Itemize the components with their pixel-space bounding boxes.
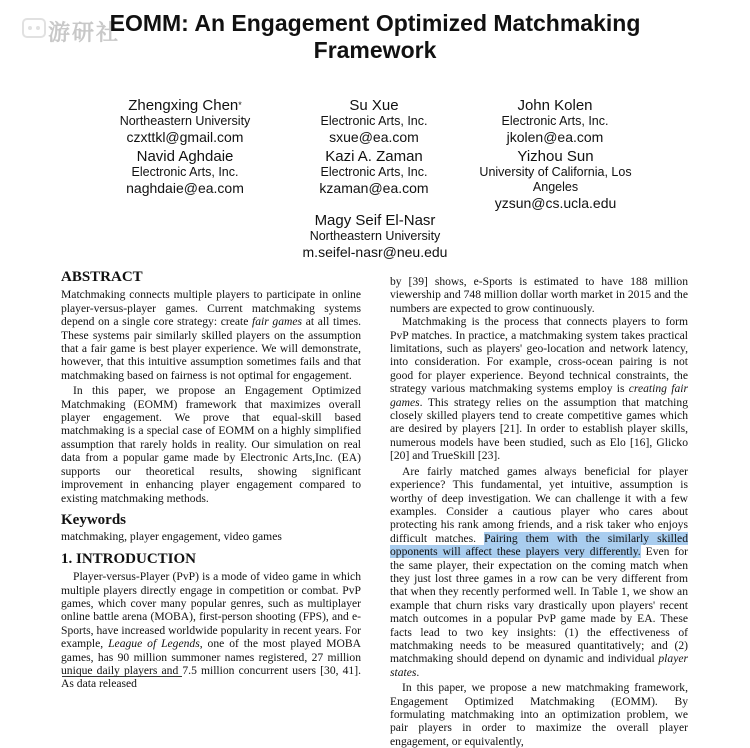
author-name: Kazi A. Zaman bbox=[325, 148, 423, 165]
abstract-paragraph-1: Matchmaking connects multiple players to participate in online player-versus-player games. Current matchmaking systems depend on a single core strategy: create fair games at all times. These systems pair similarly skilled players on the assumption that a fair game is best player experience. We will demonstrate, however, that this intuitive assumption sometimes fails and that matchmaking based on fairness is not optimal for engagement. bbox=[61, 288, 361, 382]
author-name: Yizhou Sun bbox=[517, 148, 594, 165]
author-footnote-mark: * bbox=[238, 100, 242, 110]
highlighted-text[interactable]: Pairing them with the similarly skilled opponents will affect these players very differently. bbox=[390, 531, 688, 559]
author-block-5 bbox=[284, 148, 464, 196]
left-column bbox=[61, 271, 361, 691]
right-paragraph-3: In this paper, we propose a new matchmaking framework, Engagement Optimized Matchmaking (EOMM). By formulating matchmaking into an optimization problem, we pair players in order to maximize the overall player engagement, or equivalently, bbox=[390, 681, 688, 748]
right-paragraph-2: Are fairly matched games always beneficial for player experience? This fundamental, yet intuitive, assumption is worthy of deep investigation. We can challenge it with a few examples. Consider a cautious player who cares about protecting his rank among friends, and a risk taker who enjoys difficult matches. Pairing them with the similarly skilled opponents will affect these players very differently. Even for the same player, their expectation on the coming match when they just lost three games in a row can be very different from that when they recently performed well. In Table 1, we show an example that churn risks vary drastically upon players' recent match outcomes in a popular PvP game made by EA. These facts lead to two key insights: (1) the effectiveness of matchmaking needs to be measured quantitatively; and (2) matchmaking should depend on dynamic and individual player states. bbox=[390, 464, 689, 679]
author-block-4 bbox=[95, 148, 275, 196]
abstract-heading: ABSTRACT bbox=[61, 269, 143, 285]
author-affiliation: Northeastern University bbox=[119, 114, 251, 128]
author-affiliation: Electronic Arts, Inc. bbox=[501, 114, 609, 128]
keywords-heading: Keywords bbox=[61, 511, 126, 528]
author-name: Navid Aghdaie bbox=[136, 148, 234, 165]
author-email: jkolen@ea.com bbox=[506, 129, 604, 145]
watermark-text: 游研社 bbox=[48, 20, 121, 45]
author-affiliation: Electronic Arts, Inc. bbox=[320, 165, 428, 179]
title-line-1: EOMM: An Engagement Optimized Matchmaking bbox=[109, 10, 641, 36]
author-affiliation: Electronic Arts, Inc. bbox=[131, 165, 239, 179]
author-name: Magy Seif El-Nasr bbox=[314, 212, 436, 229]
author-email: czxttkl@gmail.com bbox=[126, 129, 244, 145]
paper-title bbox=[0, 10, 750, 64]
author-block-7 bbox=[270, 212, 480, 260]
author-affiliation: Northeastern University bbox=[309, 229, 441, 243]
author-email: yzsun@cs.ucla.edu bbox=[494, 195, 617, 211]
author-email: sxue@ea.com bbox=[329, 129, 419, 145]
title-line-2: Framework bbox=[313, 37, 437, 63]
author-email: naghdaie@ea.com bbox=[126, 180, 244, 196]
author-block-2 bbox=[284, 97, 464, 145]
keywords-text: matchmaking, player engagement, video games bbox=[61, 530, 282, 544]
author-affiliation-cont: Angeles bbox=[532, 180, 579, 194]
right-paragraph-0: by [39] shows, e-Sports is estimated to have 188 million viewership and 748 million dollar worth market in 2015 and the numbers are expected to grow continuously. bbox=[390, 275, 688, 315]
abstract-paragraph-2: In this paper, we propose an Engagement Optimized Matchmaking (EOMM) framework that maximizes overall player engagement. We prove that equal-skill based matchmaking is a special case of EOMM on a highly simplified assumption that rarely holds in reality. Our simulation on real data from a popular game made by Electronic Arts,Inc. (EA) supports our theoretical results, showing significant improvement in enhancing player engagement compared to existing matchmaking methods. bbox=[61, 384, 361, 505]
introduction-paragraph: Player-versus-Player (PvP) is a mode of video game in which multiple players directly engage in competition or combat. PvP games, which cover many popular genres, such as multiplayer online battle arena (MOBA), first-person shooting (FPS), and e-Sports, have increased worldwide popularity in recent years. For example, League of Legends, one of the most played MOBA games, has 90 million summoner names registered, 27 million unique daily players and 7.5 million concurrent users [30, 41]. As data released bbox=[61, 570, 361, 691]
introduction-heading: 1. INTRODUCTION bbox=[61, 550, 197, 567]
footnote-rule bbox=[62, 676, 182, 677]
author-block-1 bbox=[95, 97, 275, 145]
author-email: m.seifel-nasr@neu.edu bbox=[302, 244, 448, 260]
right-paragraph-1: Matchmaking is the process that connects players to form PvP matches. In practice, a matchmaking system takes practical limitations, such as players' geo-location and network latency, into consideration. For example, cross-ocean pairing is not good for player experience. Beyond technical constraints, the strategy various matchmaking systems employ is creating fair games. This strategy relies on the assumption that matching closely skilled players tend to create competitive games which are desired by players [21]. In order to establish player skills, numerous models have been studied, such as Elo [16], Glicko [20] and TrueSkill [23]. bbox=[390, 315, 688, 463]
author-affiliation: Electronic Arts, Inc. bbox=[320, 114, 428, 128]
author-name: John Kolen bbox=[517, 97, 593, 114]
author-affiliation: University of California, Los bbox=[479, 165, 632, 179]
author-email: kzaman@ea.com bbox=[319, 180, 429, 196]
author-name: Su Xue bbox=[349, 97, 399, 114]
author-block-6 bbox=[458, 148, 653, 211]
author-name: Zhengxing Chen bbox=[128, 97, 239, 114]
right-column bbox=[390, 275, 688, 748]
author-block-3 bbox=[465, 97, 645, 145]
